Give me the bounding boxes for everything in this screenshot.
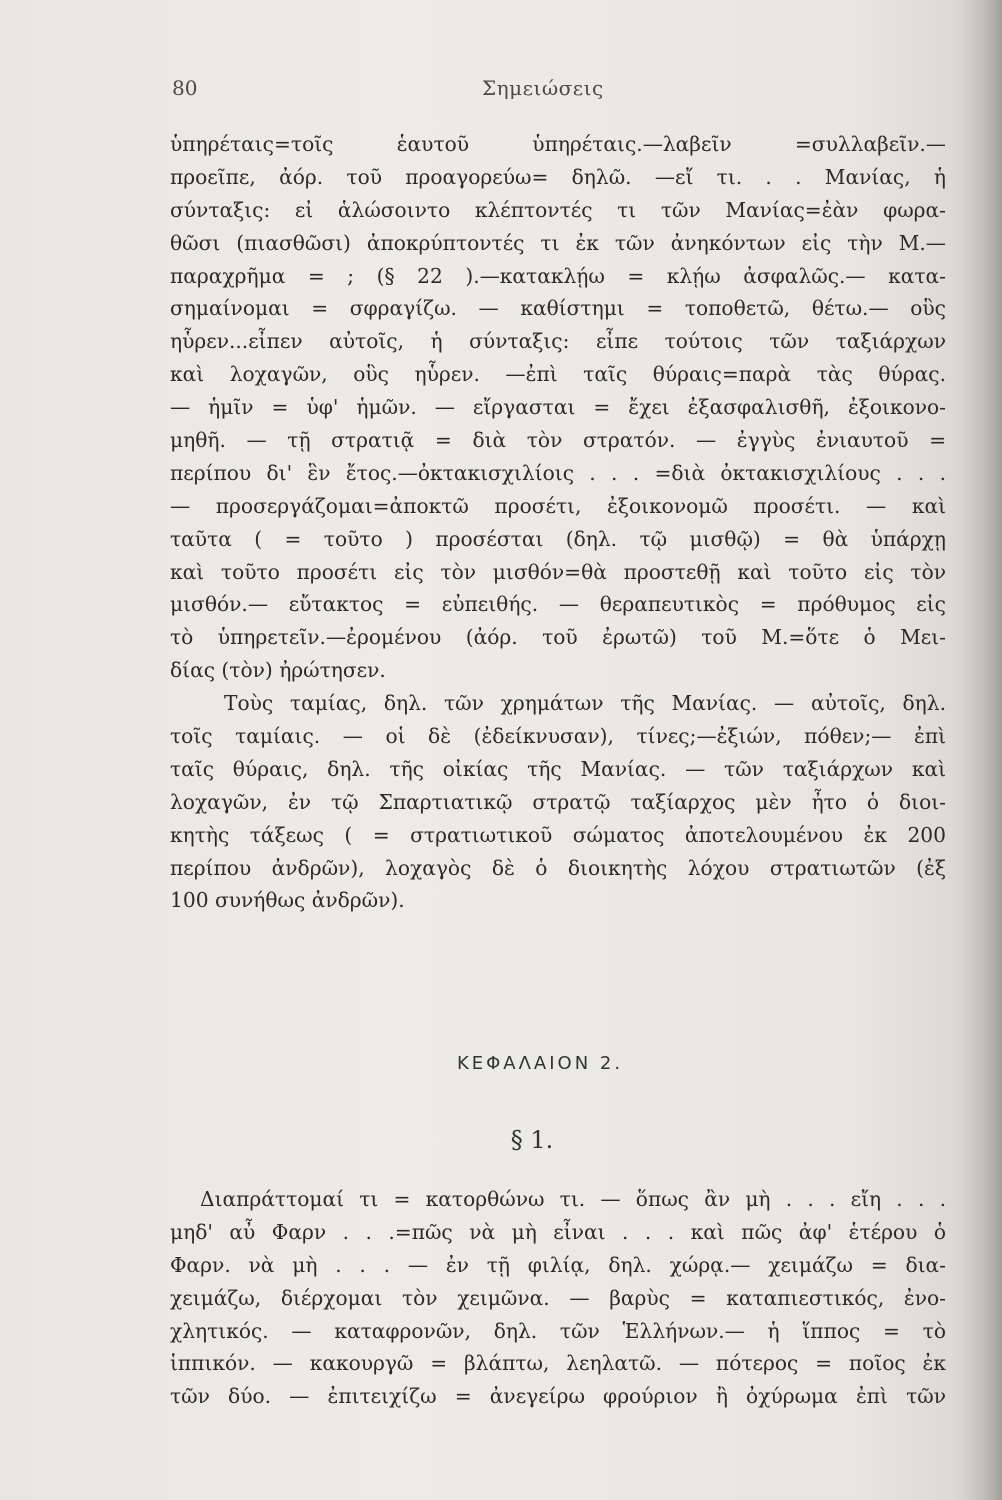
text-line: καὶ λοχαγῶν, οὓς ηὗρεν. —ἐπὶ ταῖς θύραις=παρὰ τὰς θύρας. <box>170 362 946 387</box>
text-line: — ἡμῖν = ὑφ' ἡμῶν. — εἴργασται = ἔχει ἐξασφαλισθῆ, ἐξοικονο- <box>170 395 946 420</box>
text-line: Φαρν. νὰ μὴ . . . — ἐν τῇ φιλίᾳ, δηλ. χώρᾳ.— χειμάζω = δια- <box>170 1252 946 1277</box>
chapter-heading: ΚΕΦΑΛΑΙΟΝ 2. <box>456 1053 624 1074</box>
text-line: παραχρῆμα = ; (§ 22 ).—κατακλῄω = κλῄω ἀσφαλῶς.— κατα- <box>170 263 946 288</box>
text-line: τῶν δύο. — ἐπιτειχίζω = ἀνεγείρω φρούριον ἢ ὀχύρωμα ἐπὶ τῶν <box>170 1384 946 1409</box>
text-line: χλητικός. — καταφρονῶν, δηλ. τῶν Ἑλλήνων.— ἡ ἵππος = τὸ <box>170 1318 946 1343</box>
section-1-notes <box>170 1183 946 1413</box>
text-line: ταῖς θύραις, δηλ. τῆς οἰκίας τῆς Μανίας. — τῶν ταξιάρχων καὶ <box>170 756 946 781</box>
paragraph-3 <box>170 1183 946 1413</box>
page-number: 80 <box>172 76 198 100</box>
text-line: προεῖπε, ἀόρ. τοῦ προαγορεύω= δηλῶ. —εἴ τι. . . Μανίας, ἡ <box>170 164 946 189</box>
text-line: — προσεργάζομαι=ἀποκτῶ προσέτι, ἐξοικονομῶ προσέτι. — καὶ <box>170 493 946 518</box>
text-line: περίπου ἀνδρῶν), λοχαγὸς δὲ ὁ διοικητὴς λόχου στρατιωτῶν (ἐξ <box>170 855 946 880</box>
text-line: χειμάζω, διέρχομαι τὸν χειμῶνα. — βαρὺς = καταπιεστικός, ἐνο- <box>170 1285 946 1310</box>
notes-body <box>170 128 946 917</box>
text-line: μισθόν.— εὔτακτος = εὐπειθής. — θεραπευτικὸς = πρόθυμος εἰς <box>170 592 946 617</box>
text-line: μηθῆ. — τῇ στρατιᾷ = διὰ τὸν στρατόν. — ἐγγὺς ἐνιαυτοῦ = <box>170 428 946 453</box>
text-line: θῶσι (πιασθῶσι) ἀποκρύπτοντές τι ἐκ τῶν ἀνηκόντων εἰς τὴν Μ.— <box>170 230 946 255</box>
paragraph-1 <box>170 128 946 687</box>
paragraph-2 <box>170 687 946 917</box>
text-line: δίας (τὸν) ἠρώτησεν. <box>170 658 386 683</box>
text-line: ἱππικόν. — κακουργῶ = βλάπτω, λεηλατῶ. — πότερος = ποῖος ἐκ <box>170 1351 946 1376</box>
text-line: μηδ' αὖ Φαρν . . .=πῶς νὰ μὴ εἶναι . . . καὶ πῶς ἀφ' ἑτέρου ὁ <box>170 1219 946 1244</box>
text-line: κητὴς τάξεως ( = στρατιωτικοῦ σώματος ἀποτελουμένου ἐκ 200 <box>170 822 946 847</box>
section-heading: § 1. <box>510 1126 554 1154</box>
page-header <box>172 76 942 106</box>
text-line: ὑπηρέταις=τοῖς ἑαυτοῦ ὑπηρέταις.—λαβεῖν =συλλαβεῖν.— <box>170 132 946 156</box>
text-line: Διαπράττομαί τι = κατορθώνω τι. — ὅπως ἂν μὴ . . . εἴη . . . <box>200 1187 946 1211</box>
text-line: τοῖς ταμίαις. — οἱ δὲ (ἐδείκνυσαν), τίνες;—ἐξιών, πόθεν;— ἐπὶ <box>170 724 946 749</box>
text-line: ηὗρεν...εἶπεν αὐτοῖς, ἡ σύνταξις: εἶπε τούτοις τῶν ταξιάρχων <box>170 329 946 354</box>
page-edge-shadow <box>962 0 1002 1500</box>
text-line: καὶ τοῦτο προσέτι εἰς τὸν μισθόν=θὰ προστεθῇ καὶ τοῦτο εἰς τὸν <box>170 559 946 584</box>
text-line: λοχαγῶν, ἐν τῷ Σπαρτιατικῷ στρατῷ ταξίαρχος μὲν ἦτο ὁ διοι- <box>170 789 946 814</box>
text-line: τὸ ὑπηρετεῖν.—ἐρομένου (ἀόρ. τοῦ ἐρωτῶ) τοῦ Μ.=ὅτε ὁ Μει- <box>170 625 946 650</box>
text-line: περίπου δι' ἓν ἔτος.—ὀκτακισχιλίοις . . . =διὰ ὀκτακισχιλίους . . . <box>170 460 946 485</box>
text-line: 100 συνήθως ἀνδρῶν). <box>170 888 405 913</box>
text-line: ταῦτα ( = τοῦτο ) προσέσται (δηλ. τῷ μισθῷ) = θὰ ὑπάρχῃ <box>170 526 946 551</box>
text-line: σύνταξις: εἰ ἁλώσοιντο κλέπτοντές τι τῶν Μανίας=ἐὰν φωρα- <box>170 197 946 222</box>
text-line: σημαίνομαι = σφραγίζω. — καθίστημι = τοποθετῶ, θέτω.— οὓς <box>170 296 946 321</box>
running-title: Σημειώσεις <box>482 76 604 100</box>
text-line: Τοὺς ταμίας, δηλ. τῶν χρημάτων τῆς Μανίας. — αὐτοῖς, δηλ. <box>224 691 946 716</box>
